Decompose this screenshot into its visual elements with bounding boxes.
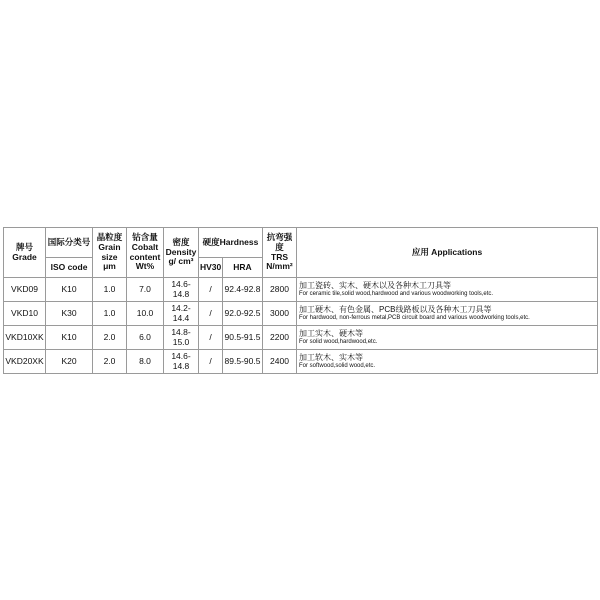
cell-density: 14.6-14.8 — [164, 278, 199, 302]
cell-application — [297, 278, 598, 302]
cell-grade: VKD09 — [4, 278, 46, 302]
cell-hv30: / — [199, 302, 223, 326]
cell-iso: K20 — [46, 350, 93, 374]
application-en: For ceramic tile,solid wood,hardwood and various woodworking tools,etc. — [299, 291, 494, 298]
grade-spec-table — [3, 227, 598, 374]
cell-grain: 1.0 — [93, 302, 127, 326]
table-row — [4, 326, 598, 350]
cell-application — [297, 350, 598, 374]
cell-iso: K10 — [46, 326, 93, 350]
cell-grain: 2.0 — [93, 326, 127, 350]
header-applications: 应用 Applications — [297, 228, 598, 278]
application-en: For solid wood,hardwood,etc. — [299, 339, 378, 346]
cell-grade: VKD10XK — [4, 326, 46, 350]
header-hra: HRA — [223, 258, 263, 278]
header-grade: 牌号 Grade — [4, 228, 46, 278]
grade-spec-table-container — [3, 227, 597, 374]
application-zh: 加工硬木、有色金属、PCB线路板以及各种木工刀具等 — [299, 304, 492, 314]
cell-cobalt: 8.0 — [127, 350, 164, 374]
cell-hv30: / — [199, 350, 223, 374]
cell-hv30: / — [199, 326, 223, 350]
cell-density: 14.6-14.8 — [164, 350, 199, 374]
cell-cobalt: 10.0 — [127, 302, 164, 326]
cell-hra: 90.5-91.5 — [223, 326, 263, 350]
cell-iso: K10 — [46, 278, 93, 302]
application-en: For hardwood, non-ferrous metal,PCB circuit board and various woodworking tools,etc. — [299, 315, 530, 322]
header-grain-size: 晶粒度 Grain size μm — [93, 228, 127, 278]
cell-grain: 2.0 — [93, 350, 127, 374]
cell-cobalt: 7.0 — [127, 278, 164, 302]
cell-application — [297, 302, 598, 326]
cell-grain: 1.0 — [93, 278, 127, 302]
header-cobalt-content: 钴含量 Cobalt content Wt% — [127, 228, 164, 278]
header-hv30: HV30 — [199, 258, 223, 278]
table-row — [4, 278, 598, 302]
cell-density: 14.8-15.0 — [164, 326, 199, 350]
cell-hra: 92.0-92.5 — [223, 302, 263, 326]
cell-trs: 2400 — [263, 350, 297, 374]
cell-trs: 3000 — [263, 302, 297, 326]
cell-trs: 2800 — [263, 278, 297, 302]
cell-grade: VKD10 — [4, 302, 46, 326]
cell-cobalt: 6.0 — [127, 326, 164, 350]
cell-hra: 89.5-90.5 — [223, 350, 263, 374]
cell-density: 14.2-14.4 — [164, 302, 199, 326]
header-iso-code: ISO code — [46, 258, 93, 278]
header-iso-zh: 国际分类号 — [46, 228, 93, 258]
header-hardness: 硬度Hardness — [199, 228, 263, 258]
cell-trs: 2200 — [263, 326, 297, 350]
cell-grade: VKD20XK — [4, 350, 46, 374]
application-zh: 加工软木、实木等 — [299, 352, 363, 362]
cell-hra: 92.4-92.8 — [223, 278, 263, 302]
application-zh: 加工实木、硬木等 — [299, 328, 363, 338]
application-zh: 加工瓷砖、实木、硬木以及各种木工刀具等 — [299, 280, 451, 290]
cell-hv30: / — [199, 278, 223, 302]
table-row — [4, 350, 598, 374]
cell-application — [297, 326, 598, 350]
table-row — [4, 302, 598, 326]
application-en: For softwood,solid wood,etc. — [299, 363, 376, 370]
header-row-1 — [4, 228, 598, 258]
header-density: 密度 Density g/ cm³ — [164, 228, 199, 278]
header-trs: 抗弯强度 TRS N/mm² — [263, 228, 297, 278]
cell-iso: K30 — [46, 302, 93, 326]
